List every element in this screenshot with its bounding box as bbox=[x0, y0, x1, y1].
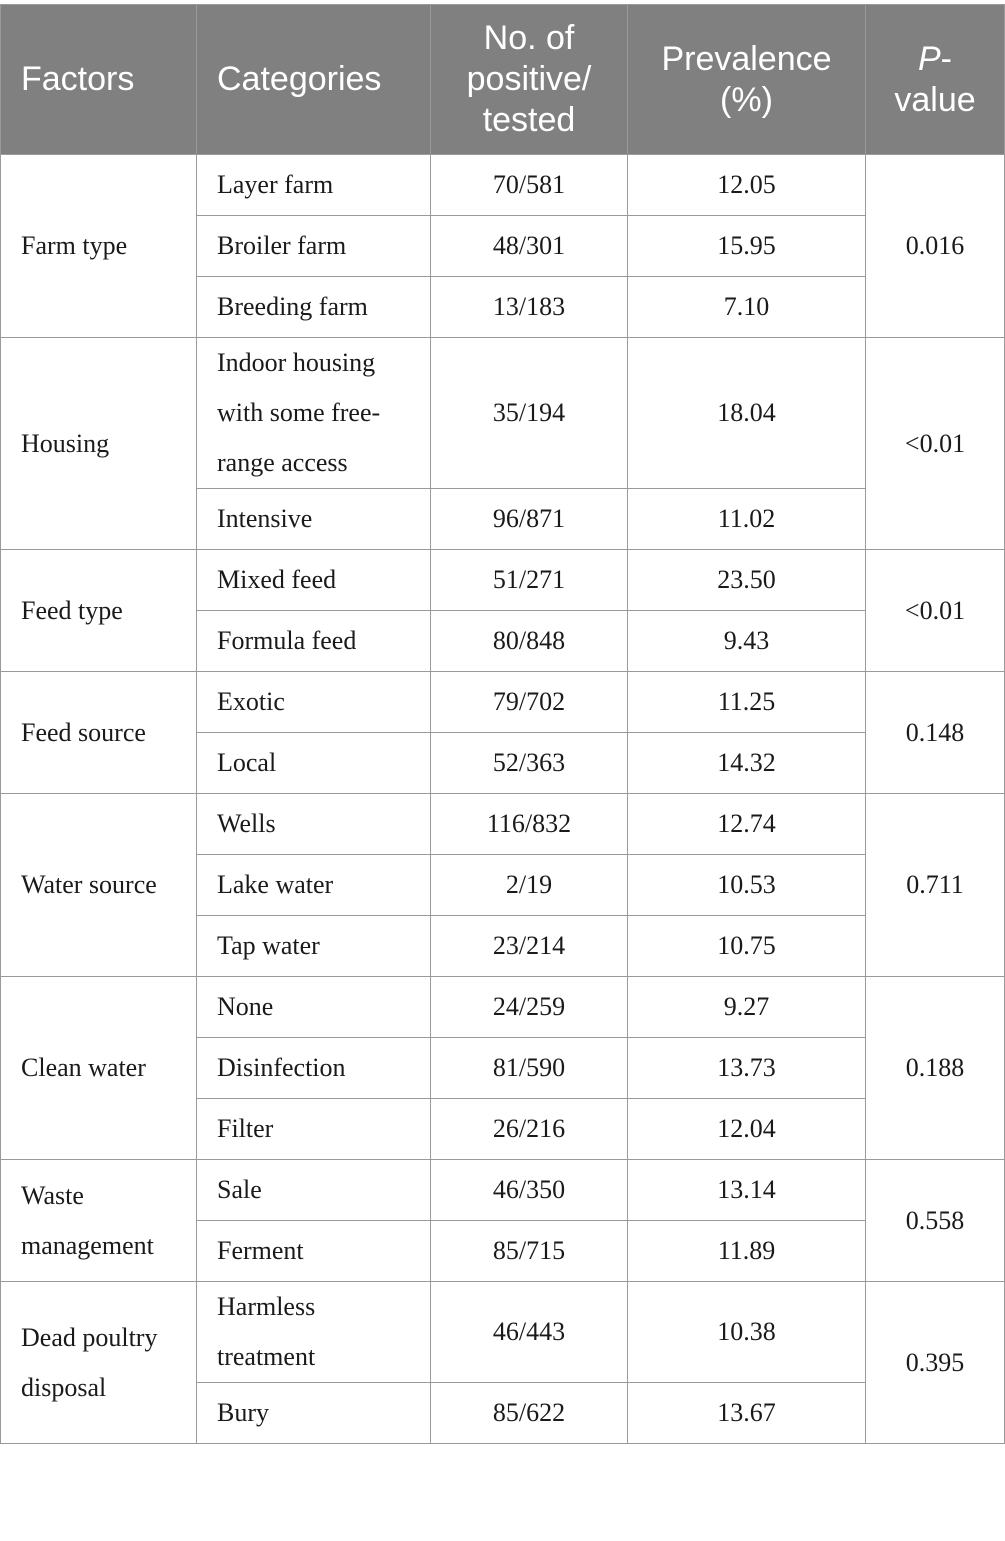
header-row bbox=[1, 5, 1005, 155]
positive-tested-cell: 52/363 bbox=[431, 733, 628, 794]
positive-tested-cell: 85/622 bbox=[431, 1383, 628, 1444]
category-cell: Sale bbox=[197, 1160, 431, 1221]
category-cell: Broiler farm bbox=[197, 216, 431, 277]
table-row bbox=[1, 794, 1005, 855]
category-cell: Disinfection bbox=[197, 1038, 431, 1099]
positive-tested-cell: 81/590 bbox=[431, 1038, 628, 1099]
factor-cell: Feed type bbox=[1, 550, 197, 672]
positive-tested-cell: 116/832 bbox=[431, 794, 628, 855]
prevalence-cell: 12.04 bbox=[628, 1099, 866, 1160]
positive-tested-cell: 80/848 bbox=[431, 611, 628, 672]
positive-tested-cell: 85/715 bbox=[431, 1221, 628, 1282]
table-row bbox=[1, 672, 1005, 733]
category-cell: Tap water bbox=[197, 916, 431, 977]
category-cell: Layer farm bbox=[197, 155, 431, 216]
p-value-cell: 0.558 bbox=[866, 1160, 1005, 1282]
prevalence-cell: 10.38 bbox=[628, 1282, 866, 1383]
category-cell: Local bbox=[197, 733, 431, 794]
p-value-cell: 0.148 bbox=[866, 672, 1005, 794]
prevalence-cell: 11.89 bbox=[628, 1221, 866, 1282]
table-body bbox=[1, 155, 1005, 1444]
category-cell: Ferment bbox=[197, 1221, 431, 1282]
category-cell: Lake water bbox=[197, 855, 431, 916]
category-cell: Filter bbox=[197, 1099, 431, 1160]
factor-cell: Feed source bbox=[1, 672, 197, 794]
p-value-cell: 0.711 bbox=[866, 794, 1005, 977]
p-value-cell: 0.016 bbox=[866, 155, 1005, 338]
category-cell: None bbox=[197, 977, 431, 1038]
category-cell: Bury bbox=[197, 1383, 431, 1444]
p-value-cell: <0.01 bbox=[866, 338, 1005, 550]
prevalence-cell: 15.95 bbox=[628, 216, 866, 277]
table-row bbox=[1, 550, 1005, 611]
header-p-value-italic: P bbox=[917, 39, 941, 78]
table-header bbox=[1, 5, 1005, 155]
prevalence-cell: 12.74 bbox=[628, 794, 866, 855]
positive-tested-cell: 2/19 bbox=[431, 855, 628, 916]
table-row bbox=[1, 338, 1005, 489]
positive-tested-cell: 26/216 bbox=[431, 1099, 628, 1160]
prevalence-cell: 9.43 bbox=[628, 611, 866, 672]
factor-cell: Dead poultry disposal bbox=[1, 1282, 197, 1444]
factor-cell: Clean water bbox=[1, 977, 197, 1160]
positive-tested-cell: 70/581 bbox=[431, 155, 628, 216]
p-value-cell: 0.395 bbox=[866, 1282, 1005, 1444]
prevalence-cell: 11.25 bbox=[628, 672, 866, 733]
positive-tested-cell: 46/350 bbox=[431, 1160, 628, 1221]
factor-cell: Water source bbox=[1, 794, 197, 977]
header-factors: Factors bbox=[1, 5, 197, 155]
category-cell: Harmless treatment bbox=[197, 1282, 431, 1383]
prevalence-cell: 7.10 bbox=[628, 277, 866, 338]
category-cell: Wells bbox=[197, 794, 431, 855]
category-cell: Breeding farm bbox=[197, 277, 431, 338]
table-row bbox=[1, 977, 1005, 1038]
prevalence-cell: 13.73 bbox=[628, 1038, 866, 1099]
prevalence-cell: 10.53 bbox=[628, 855, 866, 916]
prevalence-cell: 23.50 bbox=[628, 550, 866, 611]
header-p-value bbox=[866, 5, 1005, 155]
table-row bbox=[1, 155, 1005, 216]
p-value-cell: <0.01 bbox=[866, 550, 1005, 672]
category-cell: Intensive bbox=[197, 489, 431, 550]
category-cell: Exotic bbox=[197, 672, 431, 733]
category-cell: Mixed feed bbox=[197, 550, 431, 611]
positive-tested-cell: 48/301 bbox=[431, 216, 628, 277]
prevalence-table bbox=[0, 4, 1005, 1444]
positive-tested-cell: 46/443 bbox=[431, 1282, 628, 1383]
positive-tested-cell: 13/183 bbox=[431, 277, 628, 338]
prevalence-cell: 14.32 bbox=[628, 733, 866, 794]
prevalence-cell: 18.04 bbox=[628, 338, 866, 489]
prevalence-cell: 10.75 bbox=[628, 916, 866, 977]
positive-tested-cell: 79/702 bbox=[431, 672, 628, 733]
positive-tested-cell: 35/194 bbox=[431, 338, 628, 489]
header-positive-tested: No. of positive/ tested bbox=[431, 5, 628, 155]
header-prevalence: Prevalence (%) bbox=[628, 5, 866, 155]
factor-cell: Waste management bbox=[1, 1160, 197, 1282]
prevalence-cell: 12.05 bbox=[628, 155, 866, 216]
table-row bbox=[1, 1160, 1005, 1221]
prevalence-cell: 13.14 bbox=[628, 1160, 866, 1221]
p-value-cell: 0.188 bbox=[866, 977, 1005, 1160]
positive-tested-cell: 23/214 bbox=[431, 916, 628, 977]
positive-tested-cell: 24/259 bbox=[431, 977, 628, 1038]
factor-cell: Housing bbox=[1, 338, 197, 550]
category-cell: Indoor housing with some free-range access bbox=[197, 338, 431, 489]
prevalence-cell: 11.02 bbox=[628, 489, 866, 550]
prevalence-cell: 13.67 bbox=[628, 1383, 866, 1444]
factor-cell: Farm type bbox=[1, 155, 197, 338]
header-categories: Categories bbox=[197, 5, 431, 155]
prevalence-cell: 9.27 bbox=[628, 977, 866, 1038]
category-cell: Formula feed bbox=[197, 611, 431, 672]
header-p-value-rest: -value bbox=[894, 39, 976, 119]
table-row bbox=[1, 1282, 1005, 1383]
positive-tested-cell: 96/871 bbox=[431, 489, 628, 550]
positive-tested-cell: 51/271 bbox=[431, 550, 628, 611]
